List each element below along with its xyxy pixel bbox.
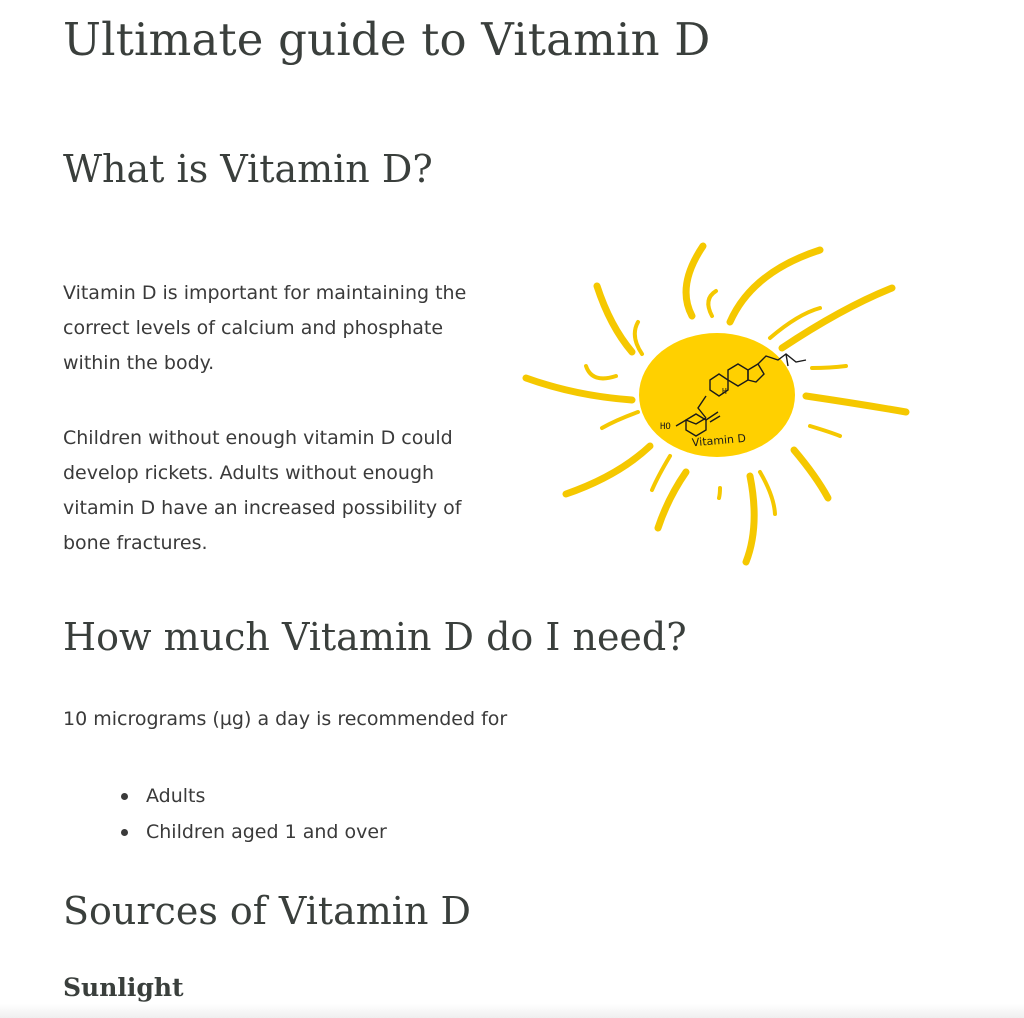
bullet-icon [121,793,128,800]
sun-icon [520,236,920,576]
sun-illustration [520,236,920,576]
section-heading-what: What is Vitamin D? [63,147,433,191]
formula-ho-label: HO [660,422,671,432]
page-title: Ultimate guide to Vitamin D [63,13,711,66]
list-item [121,778,387,814]
list-item [121,814,387,850]
paragraph-rickets: Children without enough vitamin D could develop rickets. Adults without enough vitamin D have an increased possibility of bone fractures. [63,427,462,554]
list-item-label: Adults [146,785,206,807]
list-item-label: Children aged 1 and over [146,821,387,843]
recommendation-text: 10 micrograms (µg) a day is recommended for [63,708,508,730]
section-heading-sources: Sources of Vitamin D [63,889,471,933]
formula-h-label: H [722,387,727,396]
vitamin-d-label: Vitamin D [691,431,747,450]
paragraph-calcium: Vitamin D is important for maintaining the correct levels of calcium and phosphate within the body. [63,282,467,374]
bottom-fade [0,1004,1024,1018]
subsection-heading-sunlight: Sunlight [63,973,184,1002]
bullet-icon [121,829,128,836]
recommendation-list [121,778,387,850]
section-heading-how-much: How much Vitamin D do I need? [63,615,687,659]
